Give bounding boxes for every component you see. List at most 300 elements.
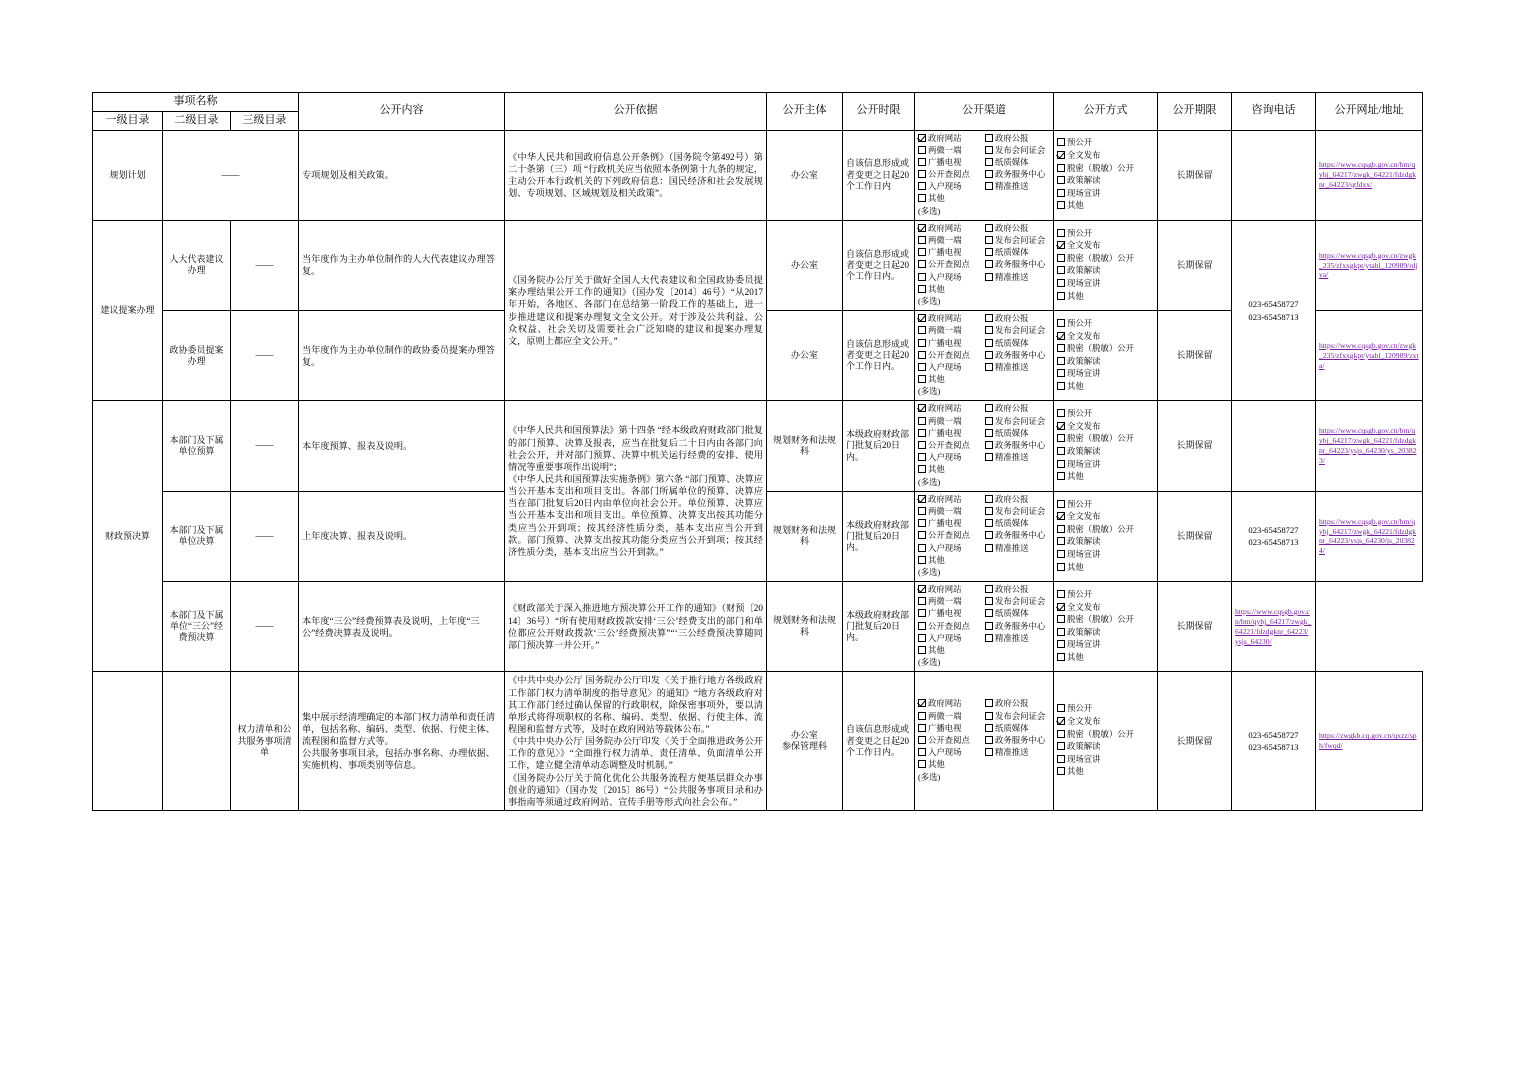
channel-option[interactable]: 公开查阅点 [918, 530, 983, 542]
checkbox-icon[interactable] [985, 609, 993, 617]
cell-subject: 规划财务和法规科 [767, 582, 843, 672]
channel-option[interactable]: 政务服务中心 [985, 735, 1050, 747]
checkbox-icon[interactable] [918, 194, 926, 202]
checkbox-icon[interactable] [918, 699, 926, 707]
checkbox-icon[interactable] [985, 273, 993, 281]
channel-option[interactable]: 纸质媒体 [985, 157, 1050, 169]
checkbox-icon[interactable] [985, 314, 993, 322]
channel-option[interactable]: 政府网站 [918, 313, 983, 325]
channel-option[interactable]: 精准推送 [985, 747, 1050, 759]
channel-option[interactable]: 纸质媒体 [985, 723, 1050, 735]
cell-level3: 权力清单和公共服务事项清单 [231, 672, 299, 811]
cell-level2: 人大代表建议办理 [163, 220, 231, 310]
checkbox-icon[interactable] [918, 182, 926, 190]
mode-option[interactable]: 预公开 [1057, 408, 1154, 421]
channel-option[interactable]: 其他 [918, 374, 983, 386]
checkbox-icon[interactable] [918, 429, 926, 437]
channel-option[interactable]: 政府公报 [985, 403, 1050, 415]
mode-option[interactable]: 现场宣讲 [1057, 278, 1154, 291]
checkbox-icon[interactable] [918, 158, 926, 166]
cell-url[interactable] [1316, 401, 1423, 491]
checkbox-icon[interactable] [1057, 704, 1065, 712]
checkbox-icon[interactable] [918, 314, 926, 322]
channel-note: (多选) [918, 658, 941, 668]
cell-mode [1054, 220, 1158, 310]
mode-option[interactable]: 预公开 [1057, 137, 1154, 150]
url-link[interactable]: https://zwgkb.cq.gov.cn/qxzz/sph/fwqd/ [1319, 731, 1417, 751]
checkbox-icon[interactable] [985, 699, 993, 707]
channel-option[interactable]: 入户现场 [918, 543, 983, 555]
cell-time-limit: 自该信息形成或者变更之日起20个工作日内。 [843, 220, 915, 310]
checkbox-icon[interactable] [1057, 201, 1065, 209]
header-period: 公开期限 [1158, 93, 1232, 131]
checkbox-icon[interactable] [1057, 241, 1065, 249]
checkbox-icon[interactable] [985, 260, 993, 268]
channel-option[interactable]: 政府网站 [918, 584, 983, 596]
checkbox-icon[interactable] [918, 519, 926, 527]
channel-option[interactable]: 两微一端 [918, 325, 983, 337]
cell-content: 当年度作为主办单位制作的政协委员提案办理答复。 [299, 311, 505, 401]
checkbox-icon[interactable] [918, 339, 926, 347]
checkbox-icon[interactable] [918, 646, 926, 654]
checkbox-icon[interactable] [1057, 628, 1065, 636]
mode-option[interactable]: 政策解读 [1057, 627, 1154, 640]
cell-level2: —— [163, 130, 299, 220]
checkbox-icon[interactable] [918, 326, 926, 334]
checkbox-icon[interactable] [985, 724, 993, 732]
channel-option[interactable]: 发布会问证会 [985, 235, 1050, 247]
checkbox-icon[interactable] [1057, 292, 1065, 300]
cell-period: 长期保留 [1158, 672, 1232, 811]
channel-option[interactable]: 入户现场 [918, 181, 983, 193]
checkbox-icon[interactable] [1057, 563, 1065, 571]
channel-option[interactable]: 入户现场 [918, 747, 983, 759]
channel-option[interactable]: 政府网站 [918, 403, 983, 415]
cell-channel [915, 401, 1054, 491]
channel-option[interactable]: 其他 [918, 284, 983, 296]
checkbox-icon[interactable] [918, 748, 926, 756]
checkbox-icon[interactable] [918, 634, 926, 642]
channel-note: (多选) [918, 772, 941, 782]
cell-url[interactable] [1316, 311, 1423, 401]
checkbox-icon[interactable] [918, 453, 926, 461]
mode-option[interactable]: 政策解读 [1057, 536, 1154, 549]
checkbox-icon[interactable] [1057, 434, 1065, 442]
mode-option[interactable]: 其他 [1057, 291, 1154, 304]
checkbox-icon[interactable] [1057, 500, 1065, 508]
channel-option[interactable]: 广播电视 [918, 723, 983, 735]
checkbox-icon[interactable] [985, 736, 993, 744]
checkbox-icon[interactable] [1057, 164, 1065, 172]
checkbox-icon[interactable] [918, 495, 926, 503]
channel-option[interactable]: 广播电视 [918, 608, 983, 620]
mode-option[interactable]: 脱密（脱敏）公开 [1057, 614, 1154, 627]
mode-option[interactable]: 政策解读 [1057, 356, 1154, 369]
channel-option[interactable]: 其他 [918, 464, 983, 476]
channel-option[interactable]: 两微一端 [918, 506, 983, 518]
cell-level3: —— [231, 491, 299, 581]
checkbox-icon[interactable] [918, 224, 926, 232]
checkbox-icon[interactable] [918, 724, 926, 732]
checkbox-icon[interactable] [985, 236, 993, 244]
channel-option[interactable]: 入户现场 [918, 452, 983, 464]
channel-option[interactable]: 两微一端 [918, 145, 983, 157]
checkbox-icon[interactable] [985, 441, 993, 449]
checkbox-icon[interactable] [1057, 717, 1065, 725]
cell-period: 长期保留 [1158, 130, 1232, 220]
channel-note: (多选) [918, 567, 941, 577]
checkbox-icon[interactable] [918, 248, 926, 256]
channel-option[interactable]: 精准推送 [985, 181, 1050, 193]
channel-option[interactable]: 纸质媒体 [985, 338, 1050, 350]
checkbox-icon[interactable] [985, 326, 993, 334]
checkbox-icon[interactable] [985, 404, 993, 412]
channel-option[interactable]: 精准推送 [985, 543, 1050, 555]
channel-option[interactable]: 公开查阅点 [918, 621, 983, 633]
channel-option[interactable]: 精准推送 [985, 452, 1050, 464]
checkbox-icon[interactable] [985, 495, 993, 503]
cell-channel [915, 672, 1054, 811]
channel-option[interactable]: 政府公报 [985, 313, 1050, 325]
mode-option[interactable]: 其他 [1057, 562, 1154, 575]
checkbox-icon[interactable] [918, 404, 926, 412]
channel-option[interactable]: 发布会问证会 [985, 416, 1050, 428]
cell-url[interactable] [1316, 491, 1423, 581]
cell-content: 本年度预算、报表及说明。 [299, 401, 505, 491]
cell-url[interactable] [1232, 582, 1316, 672]
channel-option[interactable]: 政务服务中心 [985, 621, 1050, 633]
checkbox-icon[interactable] [918, 285, 926, 293]
checkbox-icon[interactable] [1057, 138, 1065, 146]
checkbox-icon[interactable] [918, 556, 926, 564]
mode-option[interactable]: 全文发布 [1057, 331, 1154, 344]
checkbox-icon[interactable] [1057, 176, 1065, 184]
checkbox-icon[interactable] [1057, 279, 1065, 287]
channel-option[interactable]: 政务服务中心 [985, 169, 1050, 181]
mode-option[interactable]: 预公开 [1057, 318, 1154, 331]
checkbox-icon[interactable] [985, 417, 993, 425]
checkbox-icon[interactable] [985, 429, 993, 437]
checkbox-icon[interactable] [918, 585, 926, 593]
channel-note: (多选) [918, 296, 941, 306]
mode-option[interactable]: 其他 [1057, 471, 1154, 484]
channel-option[interactable]: 精准推送 [985, 633, 1050, 645]
channel-option[interactable]: 政府公报 [985, 494, 1050, 506]
checkbox-icon[interactable] [1057, 755, 1065, 763]
channel-option[interactable]: 发布会问证会 [985, 145, 1050, 157]
channel-option[interactable]: 发布会问证会 [985, 506, 1050, 518]
checkbox-icon[interactable] [1057, 254, 1065, 262]
checkbox-icon[interactable] [985, 158, 993, 166]
channel-note: (多选) [918, 477, 941, 487]
mode-option[interactable]: 其他 [1057, 652, 1154, 665]
checkbox-icon[interactable] [985, 531, 993, 539]
cell-url[interactable] [1316, 130, 1423, 220]
mode-option[interactable]: 预公开 [1057, 703, 1154, 716]
mode-option[interactable]: 预公开 [1057, 589, 1154, 602]
channel-option[interactable]: 政府网站 [918, 494, 983, 506]
checkbox-icon[interactable] [1057, 447, 1065, 455]
channel-option[interactable]: 政府网站 [918, 223, 983, 235]
channel-option[interactable]: 政务服务中心 [985, 440, 1050, 452]
mode-option[interactable]: 预公开 [1057, 499, 1154, 512]
cell-mode [1054, 672, 1158, 811]
checkbox-icon[interactable] [1057, 512, 1065, 520]
checkbox-icon[interactable] [1057, 640, 1065, 648]
channel-option[interactable]: 政务服务中心 [985, 530, 1050, 542]
channel-option[interactable]: 政府公报 [985, 584, 1050, 596]
channel-option[interactable]: 政府公报 [985, 698, 1050, 710]
channel-option[interactable]: 其他 [918, 645, 983, 657]
cell-channel [915, 582, 1054, 672]
table-row [93, 582, 1423, 672]
mode-option[interactable]: 脱密（脱敏）公开 [1057, 433, 1154, 446]
checkbox-icon[interactable] [985, 182, 993, 190]
checkbox-icon[interactable] [918, 134, 926, 142]
checkbox-icon[interactable] [918, 236, 926, 244]
checkbox-icon[interactable] [1057, 344, 1065, 352]
checkbox-icon[interactable] [985, 351, 993, 359]
channel-option[interactable]: 纸质媒体 [985, 247, 1050, 259]
channel-note: (多选) [918, 206, 941, 216]
channel-option[interactable]: 两微一端 [918, 596, 983, 608]
checkbox-icon[interactable] [918, 736, 926, 744]
mode-option[interactable]: 全文发布 [1057, 150, 1154, 163]
channel-option[interactable]: 政府公报 [985, 133, 1050, 145]
cell-time-limit: 自该信息形成或者变更之日起20个工作日内。 [843, 311, 915, 401]
checkbox-icon[interactable] [1057, 266, 1065, 274]
url-link[interactable]: https://www.cqsgb.gov.cn/zwgk_235/zfxxgkpt/ytabl_120989/rdjya/ [1319, 250, 1418, 280]
checkbox-icon[interactable] [918, 363, 926, 371]
checkbox-icon[interactable] [985, 146, 993, 154]
cell-url[interactable] [1316, 220, 1423, 310]
channel-option[interactable]: 公开查阅点 [918, 735, 983, 747]
checkbox-icon[interactable] [1057, 382, 1065, 390]
url-link[interactable]: https://www.cqsgb.gov.cn/bm/qybj_64217/zwgk_64221/fdzdgknr_64223/ysjs_64230/ys_203823/ [1319, 426, 1417, 465]
cell-basis: 《国务院办公厅关于做好全国人大代表建议和全国政协委员提案办理结果公开工作的通知》（国办发〔2014〕46号）“从2017年开始，各地区、各部门在总结第一阶段工作的基础上，进一步推进建议和提案办理复文全文公开。对于涉及公共利益、公众权益、社会关切及需要社会广泛知晓的建议和提案办理复文，原则上都应全文公开。” [505, 220, 767, 401]
url-link[interactable]: https://www.cqsgb.gov.cn/zwgk_235/zfxxgkpt/ytabl_120989/zxta/ [1319, 340, 1419, 370]
cell-period: 长期保留 [1158, 401, 1232, 491]
channel-option[interactable]: 政府公报 [985, 223, 1050, 235]
channel-option[interactable]: 精准推送 [985, 362, 1050, 374]
checkbox-icon[interactable] [1057, 590, 1065, 598]
checkbox-icon[interactable] [1057, 189, 1065, 197]
checkbox-icon[interactable] [985, 363, 993, 371]
checkbox-icon[interactable] [918, 609, 926, 617]
mode-option[interactable]: 政策解读 [1057, 265, 1154, 278]
cell-period: 长期保留 [1158, 582, 1232, 672]
cell-channel [915, 311, 1054, 401]
checkbox-icon[interactable] [918, 351, 926, 359]
cell-url[interactable] [1316, 672, 1423, 811]
mode-option[interactable]: 现场宣讲 [1057, 549, 1154, 562]
channel-option[interactable]: 其他 [918, 555, 983, 567]
mode-option[interactable]: 其他 [1057, 200, 1154, 213]
url-link[interactable]: https://www.cqsgb.gov.cn/bm/qybj_64217/zwgk_64221/fdzdgknr_64223/ysjs_64230/ [1235, 607, 1312, 646]
checkbox-icon[interactable] [1057, 151, 1065, 159]
checkbox-icon[interactable] [1057, 332, 1065, 340]
mode-option[interactable]: 脱密（脱敏）公开 [1057, 524, 1154, 537]
checkbox-icon[interactable] [1057, 319, 1065, 327]
checkbox-icon[interactable] [918, 146, 926, 154]
checkbox-icon[interactable] [985, 224, 993, 232]
channel-option[interactable]: 广播电视 [918, 157, 983, 169]
checkbox-icon[interactable] [1057, 730, 1065, 738]
cell-channel [915, 491, 1054, 581]
checkbox-icon[interactable] [985, 519, 993, 527]
checkbox-icon[interactable] [985, 453, 993, 461]
mode-option[interactable]: 全文发布 [1057, 716, 1154, 729]
mode-option[interactable]: 现场宣讲 [1057, 368, 1154, 381]
checkbox-icon[interactable] [918, 597, 926, 605]
url-link[interactable]: https://www.cqsgb.gov.cn/bm/qybj_64217/zwgk_64221/fdzdgknr_64223/qtfdxx/ [1319, 160, 1417, 190]
channel-option[interactable]: 入户现场 [918, 362, 983, 374]
public-disclosure-table [92, 92, 1423, 811]
channel-option[interactable]: 广播电视 [918, 428, 983, 440]
channel-option[interactable]: 精准推送 [985, 272, 1050, 284]
checkbox-icon[interactable] [985, 712, 993, 720]
mode-option[interactable]: 现场宣讲 [1057, 459, 1154, 472]
cell-time-limit: 自该信息形成或者变更之日起20个工作日内 [843, 130, 915, 220]
checkbox-icon[interactable] [1057, 525, 1065, 533]
channel-option[interactable]: 政府网站 [918, 133, 983, 145]
checkbox-icon[interactable] [1057, 537, 1065, 545]
checkbox-icon[interactable] [985, 585, 993, 593]
cell-level3: —— [231, 401, 299, 491]
checkbox-icon[interactable] [985, 339, 993, 347]
cell-time-limit: 本级政府财政部门批复后20日内。 [843, 491, 915, 581]
checkbox-icon[interactable] [1057, 550, 1065, 558]
checkbox-icon[interactable] [1057, 422, 1065, 430]
checkbox-icon[interactable] [985, 248, 993, 256]
checkbox-icon[interactable] [918, 465, 926, 473]
channel-option[interactable]: 纸质媒体 [985, 428, 1050, 440]
mode-option[interactable]: 全文发布 [1057, 511, 1154, 524]
checkbox-icon[interactable] [918, 531, 926, 539]
header-url: 公开网址/地址 [1316, 93, 1423, 131]
cell-level1: 建议提案办理 [93, 220, 163, 401]
checkbox-icon[interactable] [918, 622, 926, 630]
mode-option[interactable]: 全文发布 [1057, 240, 1154, 253]
channel-option[interactable]: 公开查阅点 [918, 440, 983, 452]
checkbox-icon[interactable] [985, 597, 993, 605]
cell-period: 长期保留 [1158, 220, 1232, 310]
checkbox-icon[interactable] [918, 544, 926, 552]
url-link[interactable]: https://www.cqsgb.gov.cn/bm/qybj_64217/zwgk_64221/fdzdgknr_64223/ysjs_64230/js_203824/ [1319, 516, 1417, 556]
mode-option[interactable]: 现场宣讲 [1057, 188, 1154, 201]
mode-option[interactable]: 现场宣讲 [1057, 754, 1154, 767]
mode-option[interactable]: 现场宣讲 [1057, 639, 1154, 652]
checkbox-icon[interactable] [1057, 229, 1065, 237]
mode-option[interactable]: 全文发布 [1057, 421, 1154, 434]
channel-option[interactable]: 广播电视 [918, 247, 983, 259]
checkbox-icon[interactable] [1057, 460, 1065, 468]
cell-channel [915, 220, 1054, 310]
channel-option[interactable]: 发布会问证会 [985, 325, 1050, 337]
channel-option[interactable]: 两微一端 [918, 235, 983, 247]
mode-option[interactable]: 其他 [1057, 381, 1154, 394]
checkbox-icon[interactable] [1057, 369, 1065, 377]
mode-option[interactable]: 脱密（脱敏）公开 [1057, 343, 1154, 356]
checkbox-icon[interactable] [918, 417, 926, 425]
checkbox-icon[interactable] [985, 134, 993, 142]
checkbox-icon[interactable] [918, 760, 926, 768]
checkbox-icon[interactable] [918, 273, 926, 281]
checkbox-icon[interactable] [1057, 767, 1065, 775]
channel-option[interactable]: 纸质媒体 [985, 518, 1050, 530]
cell-subject: 办公室 [767, 311, 843, 401]
mode-option[interactable]: 政策解读 [1057, 741, 1154, 754]
checkbox-icon[interactable] [985, 634, 993, 642]
cell-time-limit: 本级政府财政部门批复后20日内。 [843, 401, 915, 491]
checkbox-icon[interactable] [918, 507, 926, 515]
checkbox-icon[interactable] [1057, 653, 1065, 661]
channel-option[interactable]: 公开查阅点 [918, 350, 983, 362]
checkbox-icon[interactable] [918, 441, 926, 449]
channel-option[interactable]: 两微一端 [918, 416, 983, 428]
channel-option[interactable]: 纸质媒体 [985, 608, 1050, 620]
checkbox-icon[interactable] [1057, 615, 1065, 623]
checkbox-icon[interactable] [918, 260, 926, 268]
mode-option[interactable]: 全文发布 [1057, 602, 1154, 615]
cell-channel [915, 130, 1054, 220]
checkbox-icon[interactable] [985, 544, 993, 552]
mode-option[interactable]: 脱密（脱敏）公开 [1057, 163, 1154, 176]
channel-option[interactable]: 政府网站 [918, 698, 983, 710]
checkbox-icon[interactable] [918, 375, 926, 383]
checkbox-icon[interactable] [985, 622, 993, 630]
channel-option[interactable]: 两微一端 [918, 711, 983, 723]
channel-option[interactable]: 广播电视 [918, 338, 983, 350]
channel-option[interactable]: 入户现场 [918, 633, 983, 645]
mode-option[interactable]: 政策解读 [1057, 446, 1154, 459]
cell-basis: 《财政部关于深入推进地方预决算公开工作的通知》（财预〔2014〕36号）“所有使用财政拨款安排‘三公’经费支出的部门和单位都应公开财政拨款‘三公’经费预决算”“‘三公经费预决算随同部门预决算一并公开。” [505, 582, 767, 672]
table-row [93, 130, 1423, 220]
channel-option[interactable]: 政务服务中心 [985, 259, 1050, 271]
checkbox-icon[interactable] [1057, 409, 1065, 417]
checkbox-icon[interactable] [985, 170, 993, 178]
mode-option[interactable]: 预公开 [1057, 228, 1154, 241]
cell-content: 专项规划及相关政策。 [299, 130, 505, 220]
mode-option[interactable]: 其他 [1057, 766, 1154, 779]
checkbox-icon[interactable] [918, 170, 926, 178]
checkbox-icon[interactable] [1057, 472, 1065, 480]
checkbox-icon[interactable] [985, 748, 993, 756]
header-phone: 咨询电话 [1232, 93, 1316, 131]
channel-option[interactable]: 入户现场 [918, 272, 983, 284]
channel-option[interactable]: 公开查阅点 [918, 169, 983, 181]
channel-option[interactable]: 其他 [918, 193, 983, 205]
checkbox-icon[interactable] [918, 712, 926, 720]
channel-option[interactable]: 公开查阅点 [918, 259, 983, 271]
mode-option[interactable]: 脱密（脱敏）公开 [1057, 253, 1154, 266]
checkbox-icon[interactable] [985, 507, 993, 515]
header-mode: 公开方式 [1054, 93, 1158, 131]
mode-option[interactable]: 政策解读 [1057, 175, 1154, 188]
channel-option[interactable]: 发布会问证会 [985, 711, 1050, 723]
cell-mode [1054, 401, 1158, 491]
channel-option[interactable]: 其他 [918, 759, 983, 771]
checkbox-icon[interactable] [1057, 357, 1065, 365]
cell-level3: —— [231, 582, 299, 672]
checkbox-icon[interactable] [1057, 742, 1065, 750]
mode-option[interactable]: 脱密（脱敏）公开 [1057, 729, 1154, 742]
channel-option[interactable]: 广播电视 [918, 518, 983, 530]
checkbox-icon[interactable] [1057, 603, 1065, 611]
channel-option[interactable]: 政务服务中心 [985, 350, 1050, 362]
channel-option[interactable]: 发布会问证会 [985, 596, 1050, 608]
cell-content: 集中展示经清理确定的本部门权力清单和责任清单，包括名称、编码、类型、依据、行使主体、流程图和监督方式等。 公共服务事项目录，包括办事名称、办理依据、实施机构、事项类别等信息。 [299, 672, 505, 811]
